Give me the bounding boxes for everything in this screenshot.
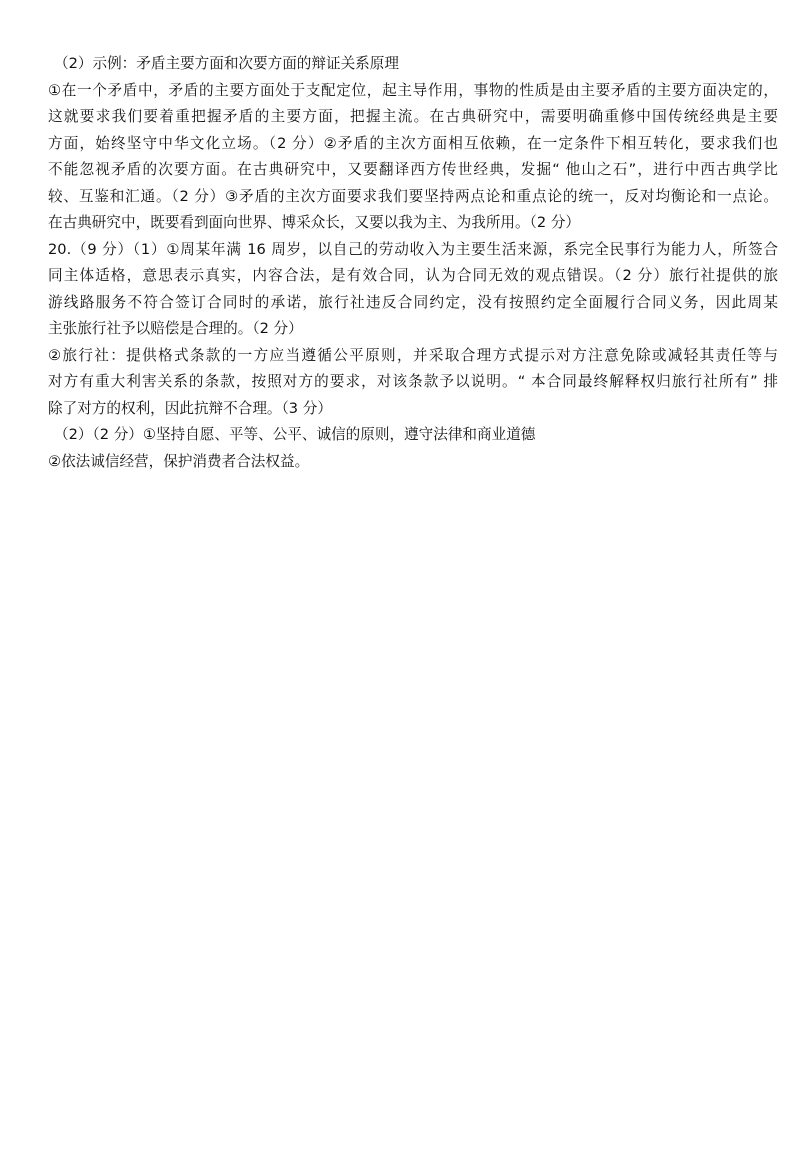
answer-line: ①在一个矛盾中，矛盾的主要方面处于支配定位，起主导作用，事物的性质是由主要矛盾的主要方面决定的， [48,81,778,99]
answer-line: 游线路服务不符合签订合同时的承诺，旅行社违反合同约定，没有按照约定全面履行合同义务，因此周某 [48,293,778,311]
answer-line-q20-2-heading: （2）（2 分）①坚持自愿、平等、公平、诚信的原则，遵守法律和商业道德 [54,426,536,443]
answer-line: 除了对方的权利，因此抗辩不合理。（3 分） [48,399,332,417]
answer-line-q2-heading: （2）示例：矛盾主要方面和次要方面的辩证关系原理 [54,55,399,72]
answer-line: 这就要求我们要着重把握矛盾的主要方面，把握主流。在古典研究中，需要明确重修中国传统经典是主要 [48,108,778,125]
answer-line: 方面，始终坚守中华文化立场。（2 分）②矛盾的主次方面相互依赖，在一定条件下相互转化，要求我们也 [48,134,778,152]
answer-line: 在古典研究中，既要看到面向世界、博采众长，又要以我为主、为我所用。（2 分） [48,214,581,231]
answer-line: 同主体适格，意思表示真实，内容合法，是有效合同，认为合同无效的观点错误。（2 分）旅行社提供的旅 [48,267,778,284]
answer-line: ②旅行社：提供格式条款的一方应当遵循公平原则，并采取合理方式提示对方注意免除或减轻其责任等与 [48,346,778,364]
answer-line: 不能忽视矛盾的次要方面。在古典研究中，又要翻译西方传世经典，发掘“ 他山之石”，进行中西古典学比 [48,161,778,178]
answer-line: ②依法诚信经营，保护消费者合法权益。 [48,452,310,470]
answer-text-block [48,51,778,475]
answer-line-q20-heading: 20.（9 分）（1）①周某年满 16 周岁，以自己的劳动收入为主要生活来源，系完全民事行为能力人，所签合 [48,240,778,258]
answer-line: 对方有重大利害关系的条款，按照对方的要求，对该条款予以说明。“ 本合同最终解释权归旅行社所有” 排 [48,373,778,390]
answer-line: 主张旅行社予以赔偿是合理的。（2 分） [48,320,303,337]
answer-line: 较、互鉴和汇通。（2 分）③矛盾的主次方面要求我们要坚持两点论和重点论的统一，反对均衡论和一点论。 [48,187,778,205]
